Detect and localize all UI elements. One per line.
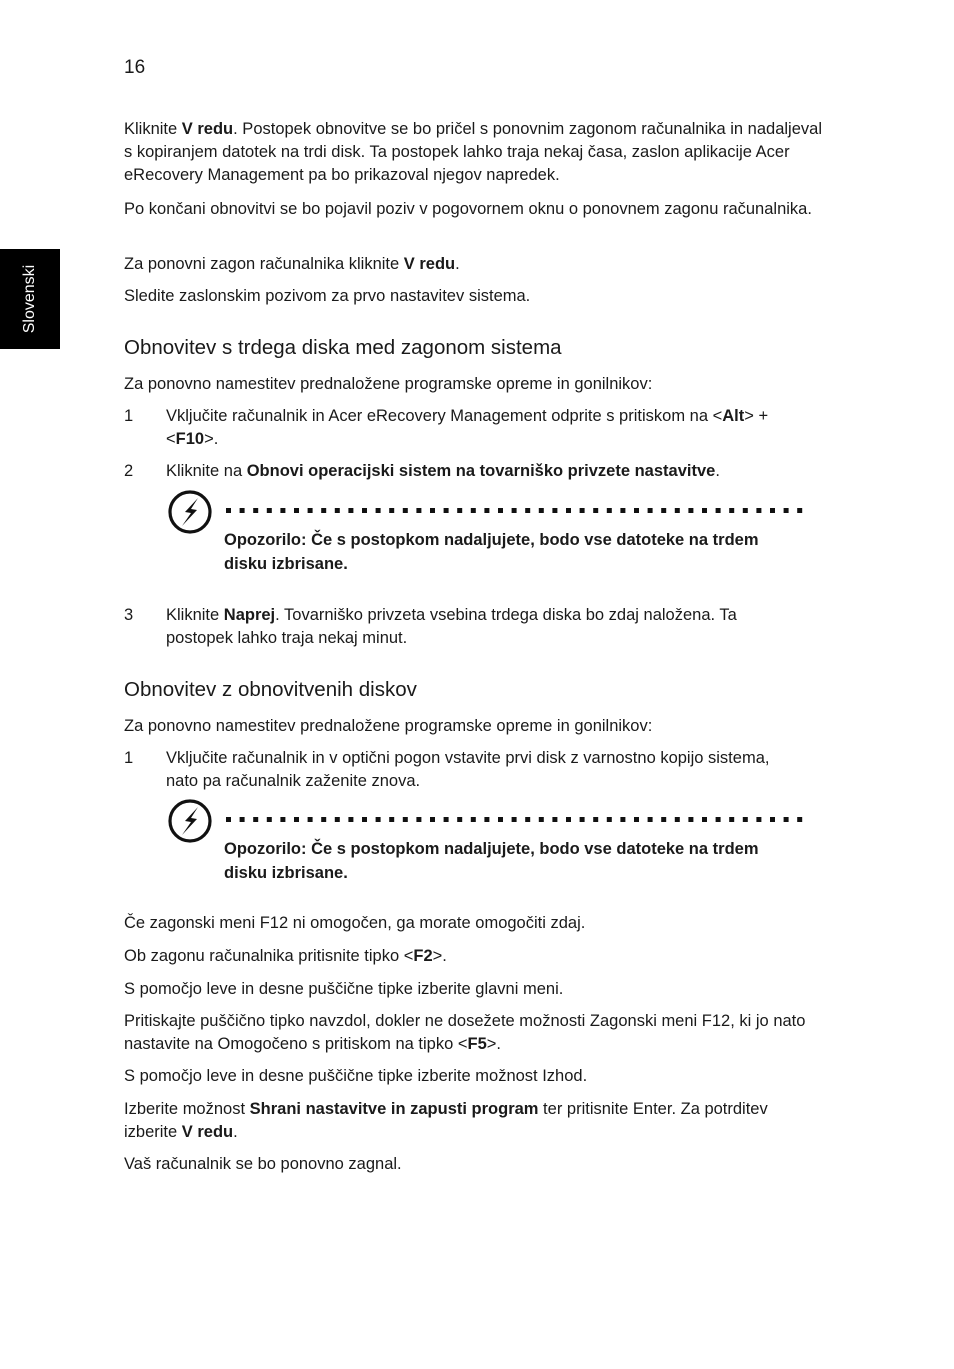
warning-lightning-icon bbox=[167, 798, 213, 844]
page-number: 16 bbox=[124, 57, 146, 78]
paragraph-ok-start: Kliknite V redu. Postopek obnovitve se bo pričel s ponovnim zagonom računalnika in nadaljeval s kopiranjem datotek na trdi disk. Ta postopek lahko traja nekaj časa, zaslon aplikacije Acer eRecovery Management pa bo prikazoval njegov napredek. bbox=[124, 120, 822, 184]
warning-text: Opozorilo: Če s postopkom nadaljujete, bodo vse datoteke na trdem disku izbrisane. bbox=[224, 840, 759, 882]
dotted-separator bbox=[226, 508, 810, 513]
paragraph-save-exit: Izberite možnost Shrani nastavitve in zapusti program ter pritisnite Enter. Za potrditev izberite V redu. bbox=[124, 1100, 768, 1141]
section1-step3: Kliknite Naprej. Tovarniško privzeta vsebina trdega diska bo zdaj naložena. Ta postopek lahko traja nekaj minut. bbox=[166, 606, 737, 647]
language-side-tab bbox=[0, 249, 60, 349]
paragraph-exit: S pomočjo leve in desne puščične tipke izberite možnost Izhod. bbox=[124, 1067, 588, 1085]
step-number: 1 bbox=[124, 407, 134, 425]
section1-intro: Za ponovno namestitev prednaložene programske opreme in gonilnikov: bbox=[124, 375, 653, 393]
step-number: 2 bbox=[124, 462, 134, 480]
section2-intro: Za ponovno namestitev prednaložene programske opreme in gonilnikov: bbox=[124, 717, 653, 735]
section1-step2: Kliknite na Obnovi operacijski sistem na tovarniško privzete nastavitve. bbox=[166, 462, 720, 480]
warning-lightning-icon bbox=[167, 489, 213, 535]
paragraph-restart: Za ponovni zagon računalnika kliknite V redu. bbox=[124, 255, 460, 273]
section2-step1: Vključite računalnik in v optični pogon vstavite prvi disk z varnostno kopijo sistema, nato pa računalnik zaženite znova. bbox=[166, 749, 770, 790]
section-heading-recovery-discs: Obnovitev z obnovitvenih diskov bbox=[124, 678, 417, 701]
paragraph-setup: Sledite zaslonskim pozivom za prvo nastavitev sistema. bbox=[124, 287, 531, 305]
paragraph-arrow-down: Pritiskajte puščično tipko navzdol, dokler ne dosežete možnosti Zagonski meni F12, ki jo nato nastavite na Omogočeno s pritiskom na tipko <F5>. bbox=[124, 1012, 806, 1053]
step-number: 3 bbox=[124, 606, 134, 624]
step-number: 1 bbox=[124, 749, 134, 767]
paragraph-reboot: Vaš računalnik se bo ponovno zagnal. bbox=[124, 1155, 402, 1173]
language-label: Slovenski bbox=[21, 264, 39, 334]
paragraph-restart-prompt: Po končani obnovitvi se bo pojavil poziv v pogovornem oknu o ponovnem zagonu računalnika. bbox=[124, 200, 812, 218]
section-heading-hard-disk: Obnovitev s trdega diska med zagonom sistema bbox=[124, 336, 562, 359]
dotted-separator bbox=[226, 817, 810, 822]
warning-text: Opozorilo: Če s postopkom nadaljujete, bodo vse datoteke na trdem disku izbrisane. bbox=[224, 531, 759, 573]
section1-step1: Vključite računalnik in Acer eRecovery Management odprite s pritiskom na <Alt> + <F10>. bbox=[166, 407, 769, 448]
paragraph-press-f2: Ob zagonu računalnika pritisnite tipko <F2>. bbox=[124, 947, 447, 965]
paragraph-f12-enable: Če zagonski meni F12 ni omogočen, ga morate omogočiti zdaj. bbox=[124, 914, 586, 932]
paragraph-main-menu: S pomočjo leve in desne puščične tipke izberite glavni meni. bbox=[124, 980, 564, 998]
